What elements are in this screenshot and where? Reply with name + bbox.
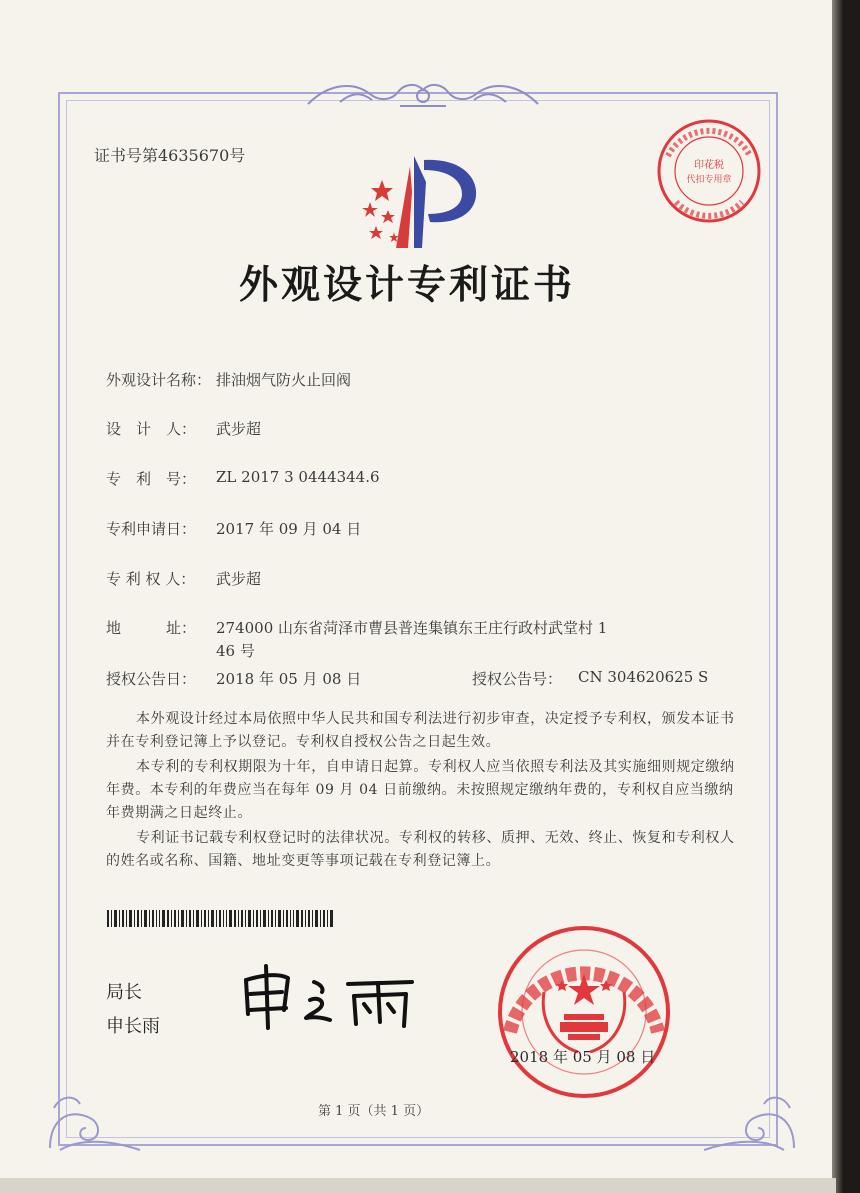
filing-date-label: 专利申请日： xyxy=(106,520,197,538)
paragraph-legal-status: 专利证书记载专利权登记时的法律状况。专利权的转移、质押、无效、终止、恢复和专利权人的姓名或名称、国籍、地址变更等事项记载在专利登记簿上。 xyxy=(106,830,735,869)
paragraph-grant-statement: 本外观设计经过本局依照中华人民共和国专利法进行初步审查，决定授予专利权，颁发本证书并在专利登记簿上予以登记。专利权自授权公告之日起生效。 xyxy=(106,711,735,750)
address-line-1: 274000 山东省菏泽市曹县普连集镇东王庄行政村武堂村 1 xyxy=(216,619,608,637)
cnipa-logo xyxy=(352,152,492,252)
designer-value: 武步超 xyxy=(216,420,262,438)
grant-number-value: CN 304620625 S xyxy=(578,668,709,686)
svg-text:印花税: 印花税 xyxy=(694,160,724,171)
page-title: 外观设计专利证书 xyxy=(238,263,575,308)
barcode xyxy=(107,910,335,927)
seal-date: 2018 年 05 月 08 日 xyxy=(510,1048,656,1066)
signature-role: 局长 xyxy=(106,982,142,1003)
certificate-number: 证书号第4635670号 xyxy=(94,146,246,165)
grant-number-label: 授权公告号： xyxy=(472,670,563,688)
filing-date-value: 2017 年 09 月 04 日 xyxy=(216,520,362,538)
svg-text:代扣专用章: 代扣专用章 xyxy=(686,175,732,185)
cnipa-official-seal xyxy=(494,922,674,1102)
patent-number-label: 专 利 号： xyxy=(106,470,197,488)
top-ornament xyxy=(300,72,546,114)
patentee-value: 武步超 xyxy=(216,570,262,588)
design-name-value: 排油烟气防火止回阀 xyxy=(216,371,352,389)
corner-ornament-bottom-left xyxy=(40,1078,150,1158)
signature-printed-name: 申长雨 xyxy=(106,1016,160,1037)
designer-label: 设 计 人： xyxy=(106,420,197,438)
scan-edge-bottom xyxy=(0,1178,836,1193)
address-label: 地 址： xyxy=(106,619,197,637)
paragraph-term-statement: 本专利的专利权期限为十年，自申请日起算。专利权人应当依照专利法及其实施细则规定缴纳年费。本专利的年费应当在每年 09 月 04 日前缴纳。未按照规定缴纳年费的，专利权自应当缴纳年费期满之日起终止。 xyxy=(106,759,735,821)
tax-stamp-seal xyxy=(654,116,764,226)
handwritten-signature xyxy=(236,962,426,1032)
grant-date-value: 2018 年 05 月 08 日 xyxy=(216,670,362,688)
patent-number-value: ZL 2017 3 0444344.6 xyxy=(216,468,380,486)
grant-date-label: 授权公告日： xyxy=(106,670,197,688)
address-line-2: 46 号 xyxy=(216,642,255,660)
page-footer: 第 1 页（共 1 页） xyxy=(318,1104,430,1119)
design-name-label: 外观设计名称： xyxy=(106,371,212,389)
scan-edge-right xyxy=(832,0,860,1193)
corner-ornament-bottom-right xyxy=(694,1078,804,1158)
patentee-label: 专 利 权 人： xyxy=(106,570,196,588)
